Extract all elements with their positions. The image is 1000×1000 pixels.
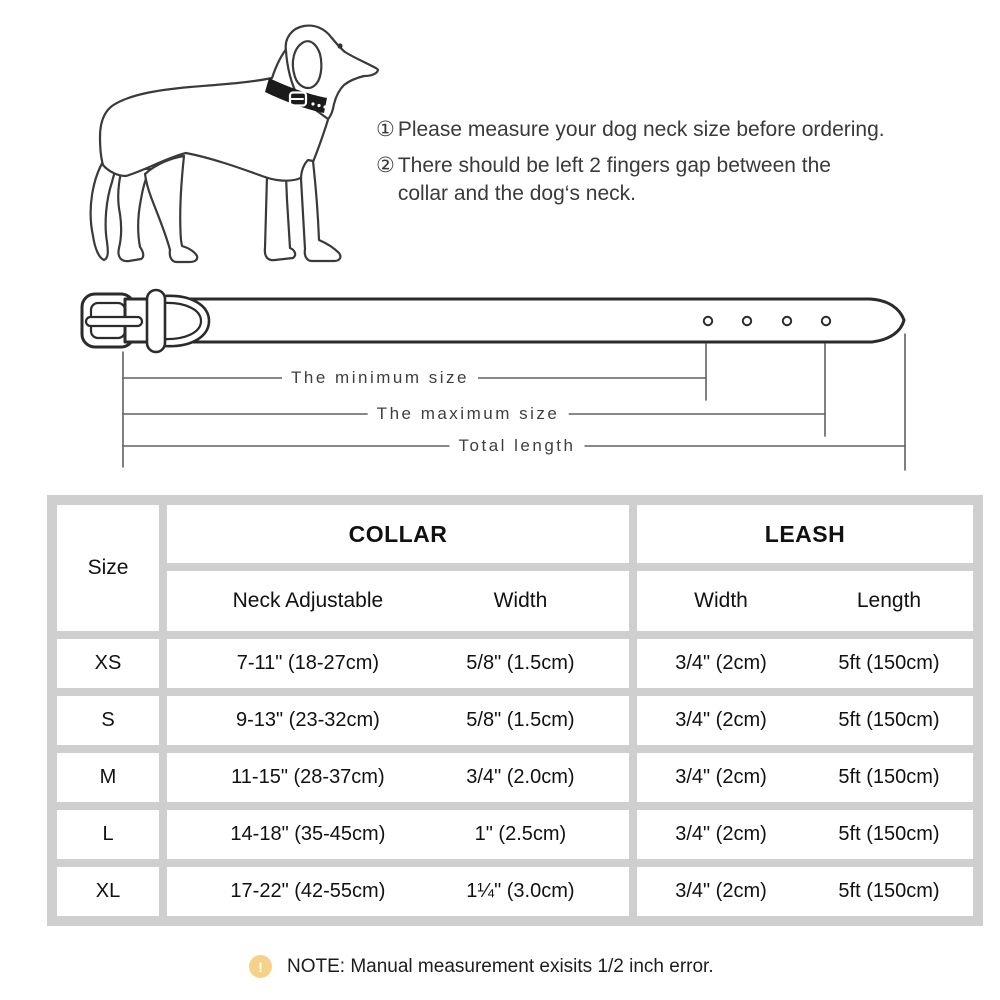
row-xl-leash-width: 3/4" (2cm) [675, 880, 767, 902]
header-leash-group: LEASH [637, 505, 973, 563]
dog-near-front-leg [301, 160, 340, 261]
row-xl-leash [637, 867, 973, 916]
row-m-size: M [57, 753, 159, 802]
header-size: Size [57, 505, 159, 631]
label-total-length: Total length [450, 436, 585, 456]
row-xl-size: XL [57, 867, 159, 916]
strap-hole [822, 317, 830, 325]
dog-illustration [60, 10, 400, 280]
row-m-leash-length: 5ft (150cm) [838, 766, 940, 788]
circled-1-icon: ① [376, 118, 395, 141]
instruction-1 [376, 116, 976, 144]
row-xs-collar-width: 5/8" (1.5cm) [466, 652, 575, 674]
header-collar-width: Width [493, 589, 548, 612]
strap-hole [704, 317, 712, 325]
instruction-1-line-1: Please measure your dog neck size before ordering. [397, 118, 885, 141]
note-row [249, 955, 714, 978]
row-m-leash [637, 753, 973, 802]
row-l-collar-width: 1" (2.5cm) [474, 823, 567, 845]
row-s-leash [637, 696, 973, 745]
row-m-collar-width: 3/4" (2.0cm) [466, 766, 575, 788]
row-xs-neck: 7-11" (18-27cm) [236, 652, 380, 674]
buckle-prong [86, 317, 142, 326]
row-l-size: L [57, 810, 159, 859]
circled-2-icon: ② [376, 154, 395, 177]
header-leash-length: Length [856, 589, 922, 612]
dog-near-hind-leg [145, 156, 197, 262]
instruction-2-line-2: collar and the dog‘s neck. [397, 182, 636, 205]
note-text: NOTE: Manual measurement exisits 1/2 inch error. [287, 955, 714, 977]
header-collar-group: COLLAR [167, 505, 629, 563]
label-maximum-size: The maximum size [368, 404, 569, 424]
dog-collar-stud [317, 104, 320, 107]
row-xs-leash-length: 5ft (150cm) [838, 652, 940, 674]
header-neck-adjustable: Neck Adjustable [232, 589, 384, 612]
row-l-neck: 14-18" (35-45cm) [230, 823, 386, 845]
buckle-keeper [147, 290, 165, 352]
dog-collar-stud [311, 102, 314, 105]
instruction-2-text [398, 152, 831, 208]
row-s-neck: 9-13" (23-32cm) [235, 709, 380, 731]
dog-collar-stud [323, 105, 326, 108]
instruction-2-line-1: There should be left 2 fingers gap between the [397, 154, 831, 177]
strap-hole [743, 317, 751, 325]
row-xs-leash [637, 639, 973, 688]
instruction-2 [376, 152, 976, 208]
row-xs-leash-width: 3/4" (2cm) [675, 652, 767, 674]
dog-far-front-leg [265, 176, 295, 260]
instruction-1-text [398, 116, 885, 144]
row-s-leash-length: 5ft (150cm) [838, 709, 940, 731]
row-xs-size: XS [57, 639, 159, 688]
header-collar-subcolumns [167, 571, 629, 631]
dog-far-hind-leg [118, 168, 150, 261]
label-minimum-size: The minimum size [282, 368, 478, 388]
dog-eye [337, 43, 342, 48]
row-xl-neck: 17-22" (42-55cm) [230, 880, 386, 902]
row-s-collar-width: 5/8" (1.5cm) [466, 709, 575, 731]
row-m-neck: 11-15" (28-37cm) [231, 766, 385, 788]
row-xl-collar [167, 867, 629, 916]
instructions-block [376, 116, 976, 216]
row-xl-collar-width: 1¼" (3.0cm) [466, 880, 575, 902]
row-xl-leash-length: 5ft (150cm) [838, 880, 940, 902]
row-m-leash-width: 3/4" (2cm) [675, 766, 767, 788]
row-l-leash-width: 3/4" (2cm) [675, 823, 767, 845]
header-leash-subcolumns [637, 571, 973, 631]
row-s-leash-width: 3/4" (2cm) [675, 709, 767, 731]
row-xs-collar [167, 639, 629, 688]
row-l-leash [637, 810, 973, 859]
header-leash-width: Width [694, 589, 748, 612]
dog-ear [293, 41, 322, 88]
row-l-collar [167, 810, 629, 859]
exclamation-icon: ! [249, 955, 272, 978]
row-m-collar [167, 753, 629, 802]
row-s-collar [167, 696, 629, 745]
size-table [47, 495, 983, 926]
row-l-leash-length: 5ft (150cm) [838, 823, 940, 845]
strap-hole [783, 317, 791, 325]
row-s-size: S [57, 696, 159, 745]
